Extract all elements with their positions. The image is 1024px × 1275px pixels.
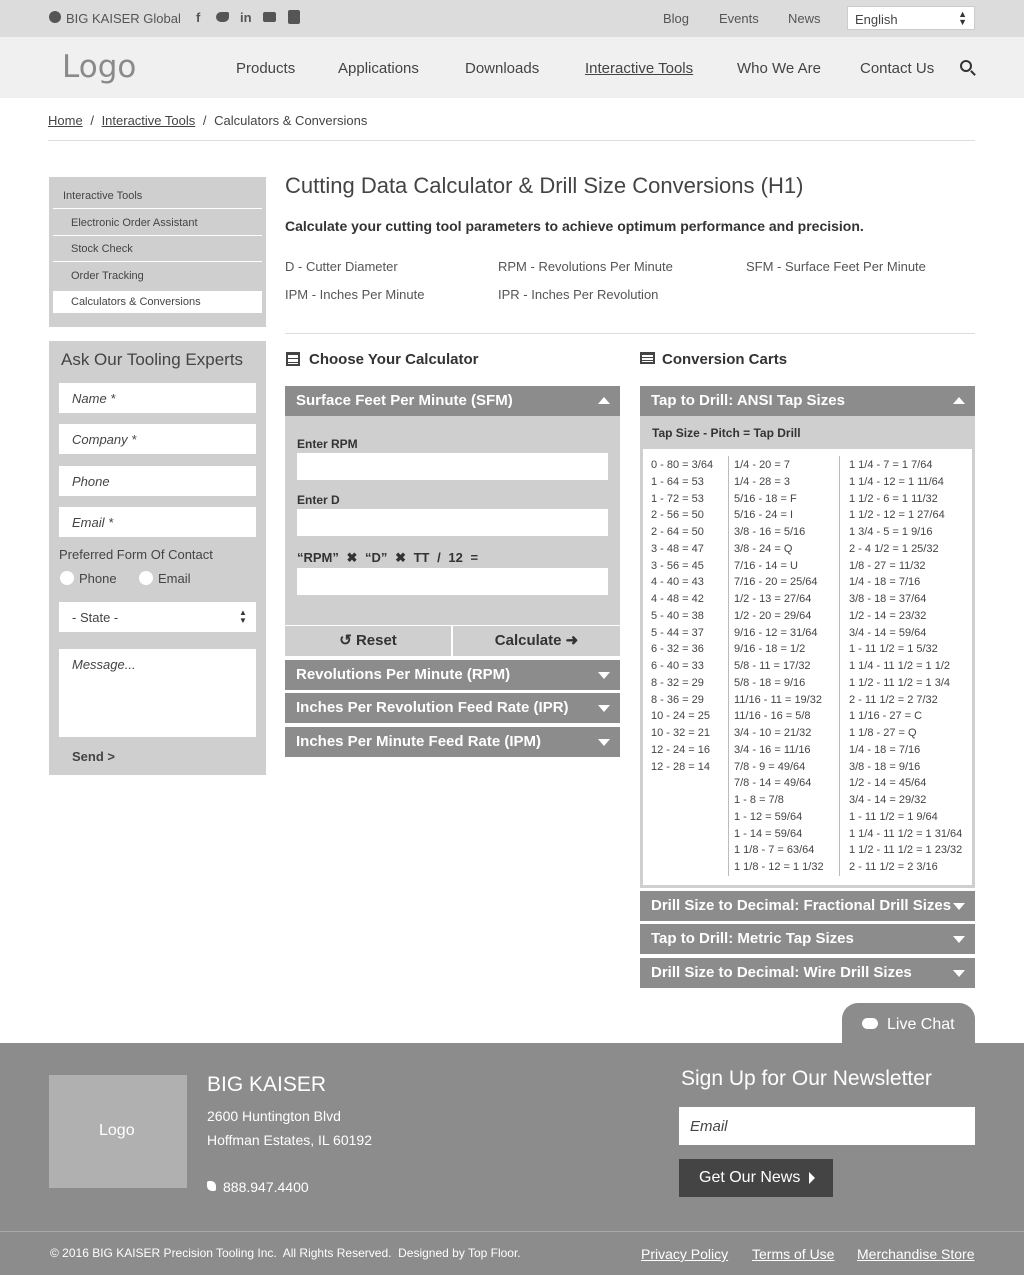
ansi-row: 1 1/8 - 7 = 63/64 — [734, 844, 815, 857]
select-arrows-icon: ▲ ▼ — [958, 9, 967, 27]
live-chat-button[interactable] — [842, 1003, 975, 1044]
calculate-button[interactable] — [453, 626, 620, 656]
ansi-row: 7/16 - 20 = 25/64 — [734, 576, 818, 589]
accordion-fractional-drill[interactable] — [640, 891, 975, 921]
ansi-row: 1 - 11 1/2 = 1 9/64 — [849, 810, 938, 823]
column-divider — [728, 456, 729, 876]
name-placeholder: Name * — [72, 391, 116, 406]
ansi-row: 0 - 80 = 3/64 — [651, 459, 714, 471]
events-link[interactable]: Events — [719, 11, 759, 26]
name-field[interactable] — [59, 383, 256, 413]
facebook-icon[interactable]: f — [196, 10, 201, 25]
live-chat-label: Live Chat — [887, 1016, 955, 1033]
legend-ipr: IPR - Inches Per Revolution — [498, 287, 659, 302]
youtube-icon[interactable] — [288, 10, 300, 24]
ansi-row: 8 - 36 = 29 — [651, 693, 704, 706]
sidebar-item-stock-check[interactable]: Stock Check — [71, 243, 133, 255]
flickr-icon[interactable] — [263, 12, 276, 22]
ansi-row: 4 - 48 = 42 — [651, 593, 704, 605]
ansi-row: 1 1/2 - 11 1/2 = 1 23/32 — [849, 844, 963, 857]
phone-radio[interactable] — [60, 571, 74, 585]
accordion-title: Surface Feet Per Minute (SFM) — [296, 392, 513, 409]
accordion-title: Drill Size to Decimal: Wire Drill Sizes — [651, 964, 912, 981]
ansi-row: 1/4 - 20 = 7 — [734, 459, 790, 471]
ansi-row: 2 - 11 1/2 = 2 3/16 — [849, 861, 938, 873]
expand-icon — [598, 705, 610, 712]
phone-field[interactable] — [59, 466, 256, 496]
ansi-row: 1 - 8 = 7/8 — [734, 794, 784, 806]
ansi-row: 9/16 - 18 = 1/2 — [734, 643, 806, 656]
expand-icon — [598, 672, 610, 679]
ansi-row: 6 - 40 = 33 — [651, 660, 704, 672]
privacy-policy-link[interactable]: Privacy Policy — [641, 1246, 729, 1262]
ansi-row: 9/16 - 12 = 31/64 — [734, 626, 818, 639]
d-input[interactable] — [297, 509, 608, 536]
ansi-row: 1 - 11 1/2 = 1 5/32 — [849, 643, 938, 656]
nav-applications[interactable]: Applications — [338, 60, 419, 77]
ansi-row: 1 1/4 - 11 1/2 = 1 1/2 — [849, 660, 951, 672]
divider — [53, 235, 262, 236]
nav-who-we-are[interactable]: Who We Are — [737, 60, 821, 77]
collapse-icon — [598, 397, 610, 404]
ansi-row: 12 - 28 = 14 — [651, 760, 711, 773]
nav-contact-us[interactable]: Contact Us — [860, 60, 935, 77]
footer-company: BIG KAISER — [207, 1073, 327, 1096]
email-placeholder: Email * — [72, 515, 114, 530]
newsletter-title: Sign Up for Our Newsletter — [681, 1067, 932, 1090]
ansi-row: 7/8 - 9 = 49/64 — [734, 760, 806, 773]
phone-icon — [207, 1181, 216, 1191]
ansi-row: 1/4 - 18 = 7/16 — [849, 576, 921, 589]
ansi-row: 1/8 - 27 = 11/32 — [849, 559, 926, 572]
ansi-row: 3 - 56 = 45 — [651, 559, 704, 572]
ansi-row: 1 1/8 - 27 = Q — [849, 727, 917, 739]
subscribe-button[interactable] — [679, 1159, 833, 1197]
nav-products[interactable]: Products — [236, 60, 296, 77]
formula-rpm: “RPM” — [297, 550, 339, 565]
legend-ipm: IPM - Inches Per Minute — [285, 287, 425, 302]
legend-sfm: SFM - Surface Feet Per Minute — [746, 259, 926, 274]
ansi-row: 1 - 72 = 53 — [651, 492, 704, 505]
accordion-title: Revolutions Per Minute (RPM) — [296, 666, 511, 683]
ansi-row: 3/4 - 16 = 11/16 — [734, 743, 811, 756]
reset-button[interactable] — [285, 626, 451, 656]
breadcrumb-interactive-tools[interactable]: Interactive Tools — [101, 113, 196, 128]
accordion-ipm[interactable] — [285, 727, 620, 757]
divider — [48, 140, 975, 141]
email-radio-label: Email — [158, 571, 191, 586]
state-select[interactable] — [59, 602, 256, 632]
company-placeholder: Company * — [72, 432, 137, 447]
ansi-row: 3/8 - 18 = 37/64 — [849, 593, 927, 605]
nav-interactive-tools[interactable]: Interactive Tools — [585, 60, 694, 77]
divider — [285, 333, 975, 334]
accordion-title: Tap to Drill: Metric Tap Sizes — [651, 930, 854, 947]
footer-address-2: Hoffman Estates, IL 60192 — [207, 1132, 372, 1148]
site-logo[interactable]: Logo — [62, 49, 137, 85]
message-placeholder: Message... — [72, 657, 136, 672]
table-header: Tap Size - Pitch = Tap Drill — [652, 426, 801, 440]
ansi-row: 4 - 40 = 43 — [651, 576, 704, 589]
sidebar-item-calculators-active[interactable] — [53, 291, 262, 313]
email-radio[interactable] — [139, 571, 153, 585]
legend-d: D - Cutter Diameter — [285, 259, 398, 274]
terms-of-use-link[interactable]: Terms of Use — [752, 1246, 835, 1262]
arrow-circle-icon: ➜ — [561, 632, 579, 649]
ansi-row: 1/2 - 14 = 45/64 — [849, 777, 927, 790]
send-button[interactable]: Send > — [72, 749, 115, 764]
accordion-wire-drill[interactable] — [640, 958, 975, 988]
ansi-column-1 — [651, 457, 713, 775]
calculator-icon — [286, 352, 300, 366]
ansi-row: 1 1/2 - 12 = 1 27/64 — [849, 509, 945, 522]
sidebar-item-order-assistant[interactable]: Electronic Order Assistant — [71, 217, 198, 229]
rpm-input[interactable] — [297, 453, 608, 480]
ansi-row: 5 - 44 = 37 — [651, 626, 704, 639]
footer-address-1: 2600 Huntington Blvd — [207, 1108, 341, 1124]
column-divider — [839, 456, 840, 876]
ansi-row: 3/4 - 10 = 21/32 — [734, 727, 812, 739]
ansi-row: 5/8 - 18 = 9/16 — [734, 676, 806, 689]
reset-icon: ↺ — [339, 632, 356, 649]
ansi-row: 3/4 - 14 = 59/64 — [849, 626, 927, 639]
ansi-row: 1/2 - 20 = 29/64 — [734, 609, 812, 622]
state-value: - State - — [72, 610, 119, 625]
ansi-row: 5/16 - 24 = I — [734, 509, 794, 522]
calculate-label: Calculate — [494, 632, 562, 649]
breadcrumb-separator: / — [90, 113, 94, 128]
chat-bubbles-icon — [862, 1018, 878, 1029]
message-textarea[interactable] — [59, 649, 256, 737]
multiply-icon: ✖ — [346, 550, 358, 565]
company-field[interactable] — [59, 424, 256, 454]
sidebar-menu-title[interactable]: Interactive Tools — [63, 190, 143, 202]
newsletter-email-placeholder: Email — [690, 1118, 728, 1135]
ansi-row: 10 - 24 = 25 — [651, 710, 711, 723]
ansi-row: 11/16 - 11 = 19/32 — [734, 693, 822, 706]
table-icon — [640, 352, 655, 364]
enter-d-label: Enter D — [297, 493, 340, 507]
ansi-row: 3/8 - 16 = 5/16 — [734, 526, 806, 538]
language-select[interactable] — [847, 6, 975, 30]
linkedin-icon[interactable]: in — [240, 10, 252, 25]
reset-label: Reset — [355, 632, 397, 649]
page-subtitle: Calculate your cutting tool parameters to achieve optimum performance and precision. — [285, 218, 864, 234]
phone-radio-label: Phone — [79, 571, 117, 586]
ansi-row: 1 1/2 - 11 1/2 = 1 3/4 — [849, 676, 951, 689]
formula-pi: TT — [413, 550, 430, 565]
breadcrumb-separator: / — [202, 113, 207, 128]
breadcrumb-home[interactable]: Home — [48, 113, 83, 128]
ansi-row: 11/16 - 16 = 5/8 — [734, 710, 811, 723]
ansi-column-3 — [849, 457, 962, 876]
accordion-ipr[interactable] — [285, 693, 620, 723]
charts-heading: Conversion Carts — [662, 351, 788, 368]
formula-d: “D” — [365, 550, 388, 565]
divider — [0, 1231, 1024, 1232]
accordion-title: Drill Size to Decimal: Fractional Drill Sizes — [651, 897, 952, 914]
ansi-row: 7/16 - 14 = U — [734, 559, 798, 572]
ansi-row: 10 - 32 = 21 — [651, 727, 711, 739]
ansi-row: 5/16 - 18 = F — [734, 492, 797, 505]
select-arrows-icon: ▲ ▼ — [239, 608, 247, 625]
expand-icon — [598, 739, 610, 746]
global-link[interactable]: BIG KAISER Global — [66, 11, 181, 26]
ansi-column-2 — [734, 457, 824, 876]
accordion-title: Inches Per Minute Feed Rate (IPM) — [296, 733, 542, 750]
breadcrumb-current: Calculators & Conversions — [214, 113, 368, 128]
ansi-row: 1 3/4 - 5 = 1 9/16 — [849, 526, 933, 538]
blog-link[interactable]: Blog — [663, 11, 690, 26]
ansi-row: 5/8 - 11 = 17/32 — [734, 660, 811, 672]
sidebar-item-label: Calculators & Conversions — [71, 296, 201, 308]
twitter-icon[interactable] — [216, 12, 229, 22]
globe-icon — [49, 11, 61, 23]
ansi-row: 3 - 48 = 47 — [651, 542, 704, 555]
accordion-title: Tap to Drill: ANSI Tap Sizes — [651, 392, 845, 409]
ansi-row: 8 - 32 = 29 — [651, 676, 704, 689]
copyright: © 2016 BIG KAISER Precision Tooling Inc. All Rights Reserved. Designed by Top Floor. — [50, 1246, 521, 1260]
accordion-sfm[interactable] — [285, 386, 620, 416]
ansi-row: 6 - 32 = 36 — [651, 643, 704, 656]
subscribe-label: Get Our News — [699, 1169, 801, 1186]
ansi-row: 1/2 - 14 = 23/32 — [849, 609, 927, 622]
ansi-row: 1 - 14 = 59/64 — [734, 827, 803, 840]
caret-right-icon — [809, 1172, 815, 1184]
accordion-metric-tap[interactable] — [640, 924, 975, 954]
legend-rpm: RPM - Revolutions Per Minute — [498, 259, 673, 274]
ansi-row: 3/4 - 14 = 29/32 — [849, 794, 927, 806]
ansi-row: 1/4 - 28 = 3 — [734, 475, 790, 488]
ansi-row: 2 - 11 1/2 = 2 7/32 — [849, 693, 938, 706]
footer-logo[interactable] — [49, 1075, 187, 1188]
sfm-formula — [297, 550, 478, 566]
nav-downloads[interactable]: Downloads — [465, 60, 540, 77]
expand-icon — [953, 903, 965, 910]
ansi-row: 1 1/2 - 6 = 1 11/32 — [849, 492, 938, 505]
contact-pref-label: Preferred Form Of Contact — [59, 547, 213, 562]
ansi-row: 1 1/8 - 12 = 1 1/32 — [734, 861, 824, 873]
sidebar-item-order-tracking[interactable]: Order Tracking — [71, 270, 144, 282]
merchandise-store-link[interactable]: Merchandise Store — [857, 1246, 975, 1262]
ansi-row: 1 1/4 - 7 = 1 7/64 — [849, 459, 933, 471]
divider — [53, 261, 262, 262]
formula-divide: / — [437, 550, 441, 565]
multiply-icon: ✖ — [395, 550, 406, 565]
formula-equals: = — [470, 550, 479, 565]
formula-twelve: 12 — [448, 550, 463, 565]
ansi-row: 1 - 64 = 53 — [651, 475, 704, 488]
ansi-row: 12 - 24 = 16 — [651, 743, 711, 756]
accordion-title: Inches Per Revolution Feed Rate (IPR) — [296, 699, 569, 716]
newsletter-email-input[interactable] — [679, 1107, 975, 1145]
ansi-row: 3/8 - 24 = Q — [734, 542, 793, 555]
ansi-row: 1 1/4 - 11 1/2 = 1 31/64 — [849, 827, 963, 840]
ansi-row: 7/8 - 14 = 49/64 — [734, 777, 812, 790]
ansi-row: 2 - 64 = 50 — [651, 526, 704, 538]
expand-icon — [953, 970, 965, 977]
ansi-row: 1 1/16 - 27 = C — [849, 710, 923, 723]
ansi-row: 5 - 40 = 38 — [651, 609, 704, 622]
calculator-heading: Choose Your Calculator — [309, 351, 479, 368]
ansi-row: 2 - 4 1/2 = 1 25/32 — [849, 542, 939, 555]
news-link[interactable]: News — [788, 11, 821, 26]
phone-placeholder: Phone — [72, 474, 110, 489]
accordion-rpm[interactable] — [285, 660, 620, 690]
footer-logo-text: Logo — [99, 1122, 135, 1139]
email-field[interactable] — [59, 507, 256, 537]
expand-icon — [953, 936, 965, 943]
language-value: English — [855, 12, 898, 27]
divider — [53, 208, 262, 209]
ansi-row: 2 - 56 = 50 — [651, 509, 704, 522]
accordion-ansi-tap[interactable] — [640, 386, 975, 416]
ansi-row: 1 1/4 - 12 = 1 11/64 — [849, 475, 944, 488]
collapse-icon — [953, 397, 965, 404]
sfm-result — [297, 568, 608, 595]
breadcrumb — [48, 113, 367, 128]
ansi-row: 3/8 - 18 = 9/16 — [849, 760, 921, 773]
footer-phone[interactable]: 888.947.4400 — [223, 1179, 309, 1195]
ansi-row: 1/4 - 18 = 7/16 — [849, 743, 921, 756]
page-title: Cutting Data Calculator & Drill Size Conversions (H1) — [285, 173, 804, 198]
ansi-row: 1/2 - 13 = 27/64 — [734, 593, 812, 605]
expert-form-title: Ask Our Tooling Experts — [61, 350, 244, 369]
ansi-row: 1 - 12 = 59/64 — [734, 810, 803, 823]
enter-rpm-label: Enter RPM — [297, 437, 358, 451]
